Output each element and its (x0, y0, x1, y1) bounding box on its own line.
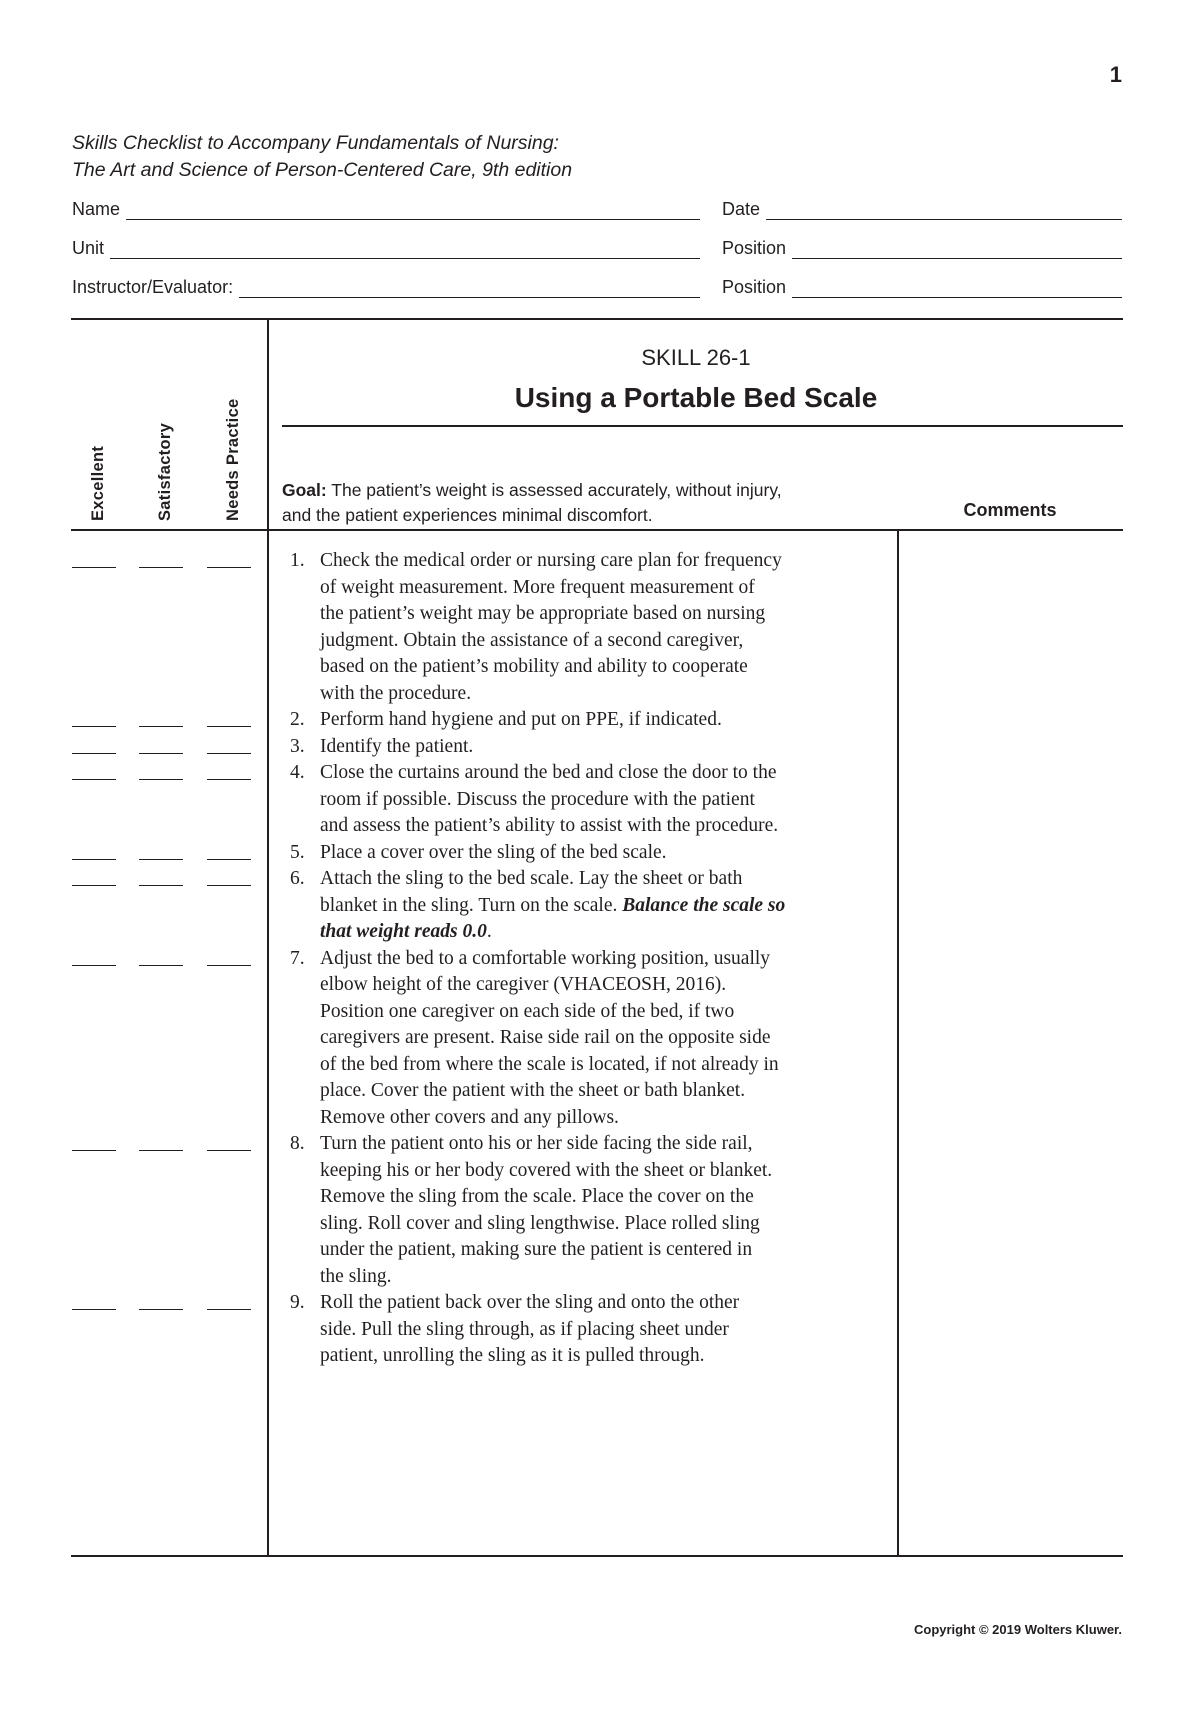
excellent-header: Excellent (89, 445, 107, 521)
step-text-line: Position one caregiver on each side of the bed, if two (320, 1000, 735, 1022)
position-line-2[interactable] (792, 279, 1122, 298)
position-line-1[interactable] (792, 240, 1122, 259)
name-line[interactable] (126, 201, 700, 220)
instructor-label: Instructor/Evaluator: (72, 277, 234, 297)
rating-blank[interactable] (72, 965, 116, 966)
position-label-2: Position (722, 277, 787, 297)
name-label: Name (72, 199, 121, 219)
date-line[interactable] (766, 201, 1122, 220)
step-number: 2. (290, 709, 305, 730)
unit-label: Unit (72, 238, 105, 258)
date-field[interactable] (722, 196, 1122, 220)
goal-text-1: The patient’s weight is assessed accurately, without injury, (326, 480, 782, 500)
rating-blank[interactable] (72, 753, 116, 754)
rating-blank[interactable] (207, 1309, 251, 1310)
step-text-line: Adjust the bed to a comfortable working position, usually (320, 947, 771, 969)
step-text-line: Close the curtains around the bed and close the door to the (320, 762, 777, 783)
rating-blank[interactable] (139, 726, 183, 727)
step-text-line: Remove the sling from the scale. Place the cover on the (320, 1186, 754, 1207)
rating-blank[interactable] (72, 1309, 116, 1310)
step-text-line: of the bed from where the scale is located, if not already in (320, 1053, 779, 1075)
step-text-line: Check the medical order or nursing care plan for frequency (320, 550, 782, 571)
step-text-line: Attach the sling to the bed scale. Lay the sheet or bath (320, 868, 743, 889)
unit-field[interactable] (72, 235, 700, 259)
comments-header: Comments (963, 500, 1057, 520)
step-item (290, 946, 900, 1132)
step-text-line: blanket in the sling. Turn on the scale. (320, 894, 618, 916)
rating-blank[interactable] (72, 859, 116, 860)
step-item (290, 548, 900, 707)
step-text-line: Roll the patient back over the sling and onto the other (320, 1292, 740, 1313)
table-bottom-rule (71, 1555, 1123, 1557)
step-text-line: Perform hand hygiene and put on PPE, if indicated. (320, 709, 722, 730)
rating-blank[interactable] (139, 1150, 183, 1151)
title-rule (282, 425, 1123, 427)
step-text-line: room if possible. Discuss the procedure with the patient (320, 788, 755, 810)
rating-blank[interactable] (72, 1150, 116, 1151)
step-text-line: Identify the patient. (320, 735, 474, 757)
goal-statement (282, 478, 922, 528)
instructor-line[interactable] (239, 279, 700, 298)
step-emphasis: that weight reads 0.0 (320, 921, 487, 942)
rating-blank[interactable] (207, 753, 251, 754)
step-text-line: sling. Roll cover and sling lengthwise. Place rolled sling (320, 1212, 760, 1234)
rating-blank[interactable] (72, 567, 116, 568)
copyright: Copyright © 2019 Wolters Kluwer. (914, 1622, 1122, 1637)
ratings-divider (267, 320, 269, 1556)
goal-label: Goal: (282, 480, 327, 500)
rating-blank[interactable] (207, 859, 251, 860)
rating-blank[interactable] (207, 1150, 251, 1151)
goal-text-2: and the patient experiences minimal discomfort. (282, 505, 653, 525)
position-label-1: Position (722, 238, 787, 258)
step-number: 4. (290, 762, 305, 783)
table-top-rule (71, 318, 1123, 320)
step-item (290, 734, 900, 761)
rating-blank[interactable] (139, 567, 183, 568)
step-emphasis: Balance the scale so (617, 894, 786, 916)
step-number: 9. (290, 1292, 305, 1313)
step-item (290, 1290, 900, 1370)
rating-blank[interactable] (139, 859, 183, 860)
rating-blank[interactable] (207, 726, 251, 727)
step-text-line: based on the patient’s mobility and ability to cooperate (320, 656, 748, 677)
rating-blank[interactable] (139, 753, 183, 754)
step-number: 8. (290, 1133, 305, 1154)
date-label: Date (722, 199, 761, 219)
rating-blank[interactable] (139, 1309, 183, 1310)
rating-blank[interactable] (72, 779, 116, 780)
step-text-line: the sling. (320, 1265, 392, 1287)
step-text-line: side. Pull the sling through, as if placing sheet under (320, 1318, 729, 1340)
rating-blank[interactable] (139, 779, 183, 780)
step-text-line: with the procedure. (320, 682, 472, 704)
rating-blank[interactable] (207, 885, 251, 886)
step-text-line: place. Cover the patient with the sheet or bath blanket. (320, 1080, 746, 1101)
position-field-2[interactable] (722, 274, 1122, 298)
step-text-line: and assess the patient’s ability to assist with the procedure. (320, 815, 779, 836)
step-text-line: judgment. Obtain the assistance of a second caregiver, (320, 629, 744, 651)
page-number: 1 (1109, 62, 1122, 87)
step-number: 6. (290, 868, 305, 889)
step-item (290, 840, 900, 867)
step-text-line: Place a cover over the sling of the bed scale. (320, 841, 667, 863)
rating-blank[interactable] (139, 885, 183, 886)
step-item (290, 1131, 900, 1290)
step-emphasis-end: . (486, 921, 492, 942)
step-number: 3. (290, 735, 305, 757)
unit-line[interactable] (110, 240, 700, 259)
rating-blank[interactable] (207, 779, 251, 780)
step-item (290, 866, 900, 946)
header-bottom-rule (71, 529, 1123, 531)
step-text-line: elbow height of the caregiver (VHACEOSH, 2016). (320, 974, 727, 995)
rating-blank[interactable] (72, 885, 116, 886)
step-text-line: patient, unrolling the sling as it is pulled through. (320, 1345, 705, 1366)
rating-blank[interactable] (139, 965, 183, 966)
steps-list (290, 548, 900, 1370)
instructor-field[interactable] (72, 274, 700, 298)
position-field-1[interactable] (722, 235, 1122, 259)
step-number: 5. (290, 841, 305, 863)
step-number: 7. (290, 947, 305, 969)
rating-blank[interactable] (207, 567, 251, 568)
step-text-line: under the patient, making sure the patient is centered in (320, 1239, 753, 1260)
step-text-line: Turn the patient onto his or her side facing the side rail, (320, 1133, 753, 1154)
book-title-line-1: Skills Checklist to Accompany Fundamentals of Nursing: (72, 132, 559, 154)
name-field[interactable] (72, 196, 700, 220)
step-item (290, 707, 900, 734)
book-title (72, 130, 572, 184)
needs-practice-header: Needs Practice (224, 398, 242, 521)
step-text-line: the patient’s weight may be appropriate based on nursing (320, 603, 766, 624)
book-title-line-2: The Art and Science of Person-Centered Care, 9th edition (72, 159, 573, 181)
step-text-line: of weight measurement. More frequent measurement of (320, 576, 755, 598)
skill-number: SKILL 26-1 (641, 345, 751, 370)
skill-title: Using a Portable Bed Scale (514, 382, 878, 413)
step-item (290, 760, 900, 840)
step-number: 1. (290, 550, 305, 571)
rating-blank[interactable] (207, 965, 251, 966)
satisfactory-header: Satisfactory (156, 422, 174, 521)
step-text-line: Remove other covers and any pillows. (320, 1106, 619, 1128)
rating-blank[interactable] (72, 726, 116, 727)
step-text-line: keeping his or her body covered with the sheet or blanket. (320, 1159, 773, 1181)
step-text-line: caregivers are present. Raise side rail on the opposite side (320, 1027, 771, 1048)
